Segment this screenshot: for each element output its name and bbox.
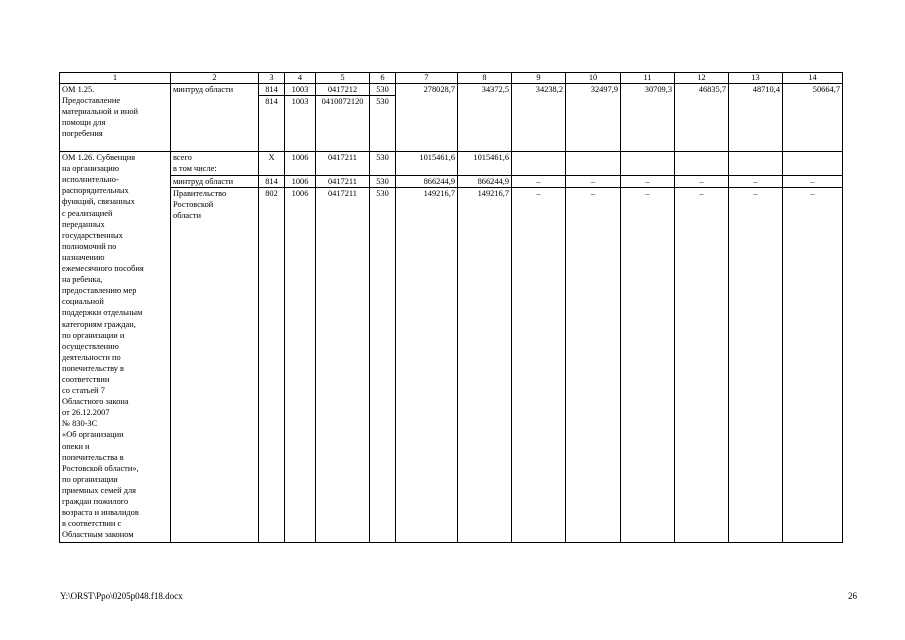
cell: 1003 xyxy=(285,84,316,96)
col-header: 11 xyxy=(621,73,675,84)
cell: 1006 xyxy=(285,152,316,176)
table-row xyxy=(60,152,843,176)
cell: 530 xyxy=(370,96,396,152)
cell: – xyxy=(675,176,729,188)
cell: 48710,4 xyxy=(729,84,783,152)
table-row xyxy=(60,84,843,96)
cell: 802 xyxy=(259,188,285,543)
cell: 0417211 xyxy=(316,152,370,176)
measure-title: ОМ 1.26. Субвенция на организацию исполнительно- распорядительных функций, связанных с реализацией переданных государственных полномочий по назначению ежемесячного пособия на ребенка, предоставлению мер социальной поддержки отдельным категориям граждан, по организации и осуществлению деятельности по попечительству в соответствии со статьей 7 Областного закона от 26.12.2007 № 830-ЗС «Об организации опеки и попечительства в Ростовской области», по организации приемных семей для граждан пожилого возраста и инвалидов в соответствии с Областным законом xyxy=(60,152,171,543)
col-header: 8 xyxy=(458,73,512,84)
col-header: 6 xyxy=(370,73,396,84)
executor-cell: всего в том числе: xyxy=(171,152,259,176)
cell: 34372,5 xyxy=(458,84,512,152)
cell: – xyxy=(621,188,675,543)
cell xyxy=(783,152,843,176)
col-header: 10 xyxy=(566,73,621,84)
cell: 1006 xyxy=(285,176,316,188)
cell: – xyxy=(512,176,566,188)
cell: 1006 xyxy=(285,188,316,543)
col-header: 5 xyxy=(316,73,370,84)
executor-cell: Правительство Ростовской области xyxy=(171,188,259,543)
cell: 530 xyxy=(370,84,396,96)
table-row xyxy=(60,176,843,188)
cell: 30709,3 xyxy=(621,84,675,152)
cell: – xyxy=(621,176,675,188)
cell xyxy=(566,152,621,176)
cell: 866244,9 xyxy=(396,176,458,188)
cell: 0417211 xyxy=(316,188,370,543)
cell: 814 xyxy=(259,84,285,96)
cell: – xyxy=(512,188,566,543)
header-row xyxy=(60,73,843,84)
executor-cell: минтруд области xyxy=(171,84,259,152)
cell: 866244,9 xyxy=(458,176,512,188)
cell: 32497,9 xyxy=(566,84,621,152)
cell: – xyxy=(729,188,783,543)
cell xyxy=(729,152,783,176)
col-header: 3 xyxy=(259,73,285,84)
col-header: 9 xyxy=(512,73,566,84)
col-header: 4 xyxy=(285,73,316,84)
cell: – xyxy=(729,176,783,188)
cell: – xyxy=(783,176,843,188)
cell: 0417212 xyxy=(316,84,370,96)
cell: 149216,7 xyxy=(396,188,458,543)
cell: 278028,7 xyxy=(396,84,458,152)
cell: Х xyxy=(259,152,285,176)
executor-cell: минтруд области xyxy=(171,176,259,188)
cell xyxy=(512,152,566,176)
cell: 50664,7 xyxy=(783,84,843,152)
cell: – xyxy=(566,188,621,543)
cell: 46835,7 xyxy=(675,84,729,152)
cell: 1015461,6 xyxy=(458,152,512,176)
col-header: 2 xyxy=(171,73,259,84)
page-number: 26 xyxy=(848,591,857,601)
cell: – xyxy=(783,188,843,543)
cell: 530 xyxy=(370,152,396,176)
cell: 0410072120 xyxy=(316,96,370,152)
table-row xyxy=(60,188,843,543)
cell: 1015461,6 xyxy=(396,152,458,176)
measure-title: ОМ 1.25. Предоставление материальной и иной помощи для погребения xyxy=(60,84,171,152)
cell: 149216,7 xyxy=(458,188,512,543)
cell: 34238,2 xyxy=(512,84,566,152)
footer-file-path: Y:\ORST\Ppo\0205p048.f18.docx xyxy=(60,591,183,601)
cell: – xyxy=(566,176,621,188)
col-header: 13 xyxy=(729,73,783,84)
cell: 0417211 xyxy=(316,176,370,188)
cell: – xyxy=(675,188,729,543)
cell: 814 xyxy=(259,96,285,152)
cell xyxy=(675,152,729,176)
cell: 530 xyxy=(370,188,396,543)
budget-table xyxy=(59,72,843,543)
cell xyxy=(621,152,675,176)
col-header: 1 xyxy=(60,73,171,84)
cell: 1003 xyxy=(285,96,316,152)
col-header: 7 xyxy=(396,73,458,84)
col-header: 14 xyxy=(783,73,843,84)
cell: 814 xyxy=(259,176,285,188)
cell: 530 xyxy=(370,176,396,188)
col-header: 12 xyxy=(675,73,729,84)
